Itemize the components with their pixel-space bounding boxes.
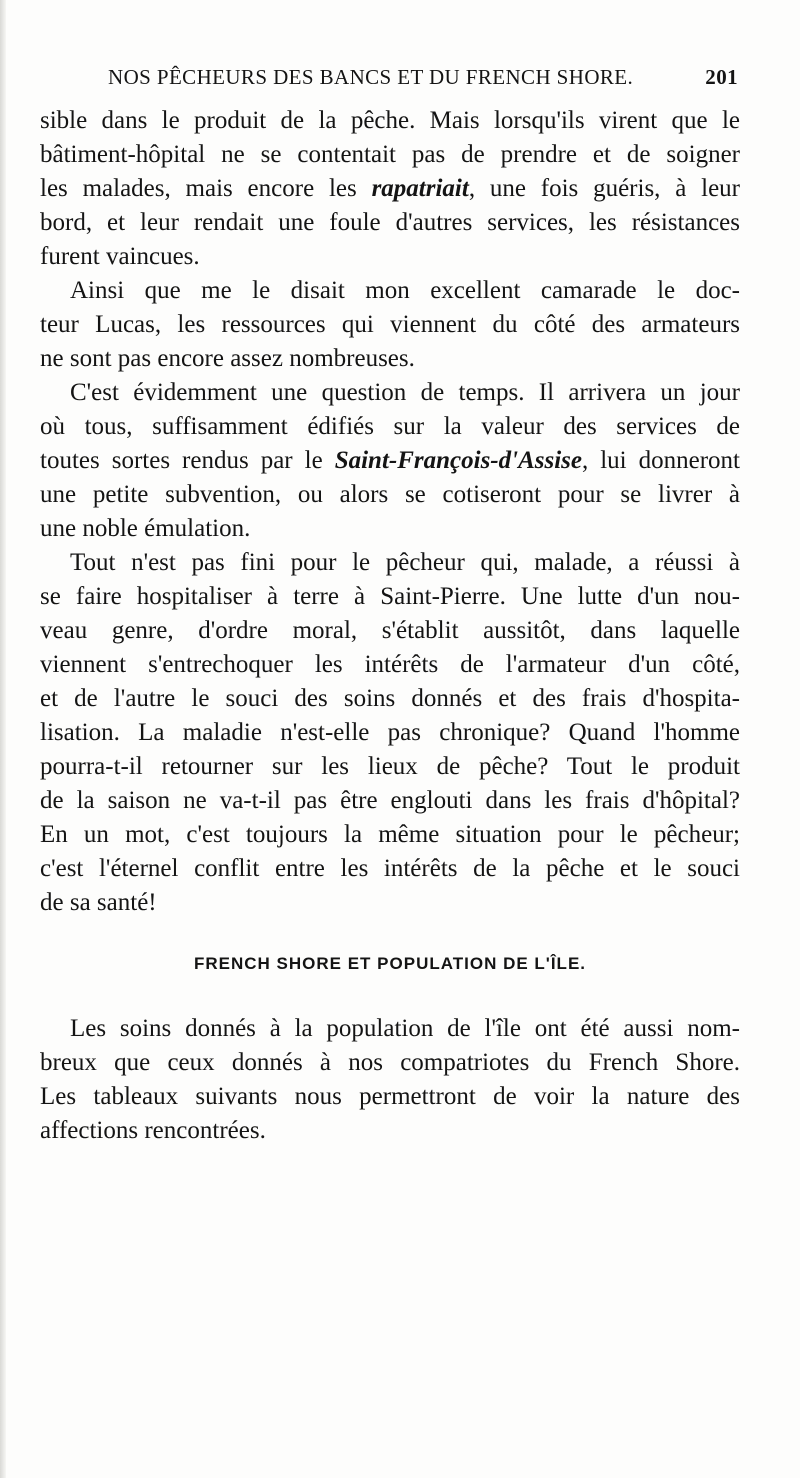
text-segment: les malades, mais encore les: [40, 175, 372, 202]
text-line: Tout n'est pas fini pour le pêcheur qui, malade, a réussi à: [70, 549, 740, 576]
text-line: c'est l'éternel conflit entre les intérêts de la pêche et le souci: [40, 855, 740, 882]
text-line: se faire hospitaliser à terre à Saint-Pierre. Une lutte d'un nou-: [40, 583, 740, 610]
running-head: [108, 62, 738, 92]
text-line: C'est évidemment une question de temps. Il arrivera un jour: [70, 379, 740, 406]
text-line-with-emphasis: [40, 172, 740, 206]
text-segment: , lui donneront: [581, 447, 741, 474]
text-line: Ainsi que me le disait mon excellent camarade le doc-: [70, 277, 740, 304]
page-number: 201: [705, 65, 738, 89]
emphasized-word: rapatriait: [371, 175, 469, 202]
text-segment: , une fois guéris, à leur: [468, 175, 740, 202]
text-line: Les tableaux suivants nous permettront de voir la nature des: [40, 1083, 740, 1110]
text-line: pourra-t-il retourner sur les lieux de pêche? Tout le produit: [40, 753, 740, 780]
body-text-section: [40, 1012, 740, 1148]
text-line: et de l'autre le souci des soins donnés et des frais d'hospita-: [40, 685, 740, 712]
text-line: une petite subvention, ou alors se cotiseront pour se livrer à: [40, 481, 740, 508]
text-segment: toutes sortes rendus par le: [40, 447, 335, 474]
page-edge: [0, 0, 6, 1478]
running-title: NOS PÊCHEURS DES BANCS ET DU FRENCH SHORE.: [108, 65, 634, 89]
section-heading: FRENCH SHORE ET POPULATION DE L'ÎLE.: [193, 954, 587, 973]
text-line: Les soins donnés à la population de l'île ont été aussi nom-: [70, 1015, 740, 1042]
text-line: viennent s'entrechoquer les intérêts de l'armateur d'un côté,: [40, 651, 740, 678]
text-line: furent vaincues.: [40, 243, 200, 270]
text-line: ne sont pas encore assez nombreuses.: [40, 345, 415, 372]
text-line: une noble émulation.: [40, 515, 251, 542]
text-line: de sa santé!: [40, 889, 157, 916]
text-line: En un mot, c'est toujours la même situation pour le pêcheur;: [40, 821, 740, 848]
body-text: [40, 104, 740, 920]
text-line: où tous, suffisamment édifiés sur la valeur des services de: [40, 413, 740, 440]
text-line: bord, et leur rendait une foule d'autres services, les résistances: [40, 209, 740, 236]
ship-name: Saint-François-d'Assise: [334, 447, 582, 474]
text-line-with-emphasis: [40, 444, 740, 478]
text-line: de la saison ne va-t-il pas être englouti dans les frais d'hôpital?: [40, 787, 740, 814]
text-line: sible dans le produit de la pêche. Mais lorsqu'ils virent que le: [40, 107, 740, 134]
text-line: bâtiment-hôpital ne se contentait pas de prendre et de soigner: [40, 141, 740, 168]
text-line: lisation. La maladie n'est-elle pas chronique? Quand l'homme: [40, 719, 740, 746]
text-line: veau genre, d'ordre moral, s'établit aussitôt, dans laquelle: [40, 617, 740, 644]
text-line: affections rencontrées.: [40, 1117, 266, 1144]
text-line: breux que ceux donnés à nos compatriotes du French Shore.: [40, 1049, 740, 1076]
text-line: teur Lucas, les ressources qui viennent du côté des armateurs: [40, 311, 740, 338]
